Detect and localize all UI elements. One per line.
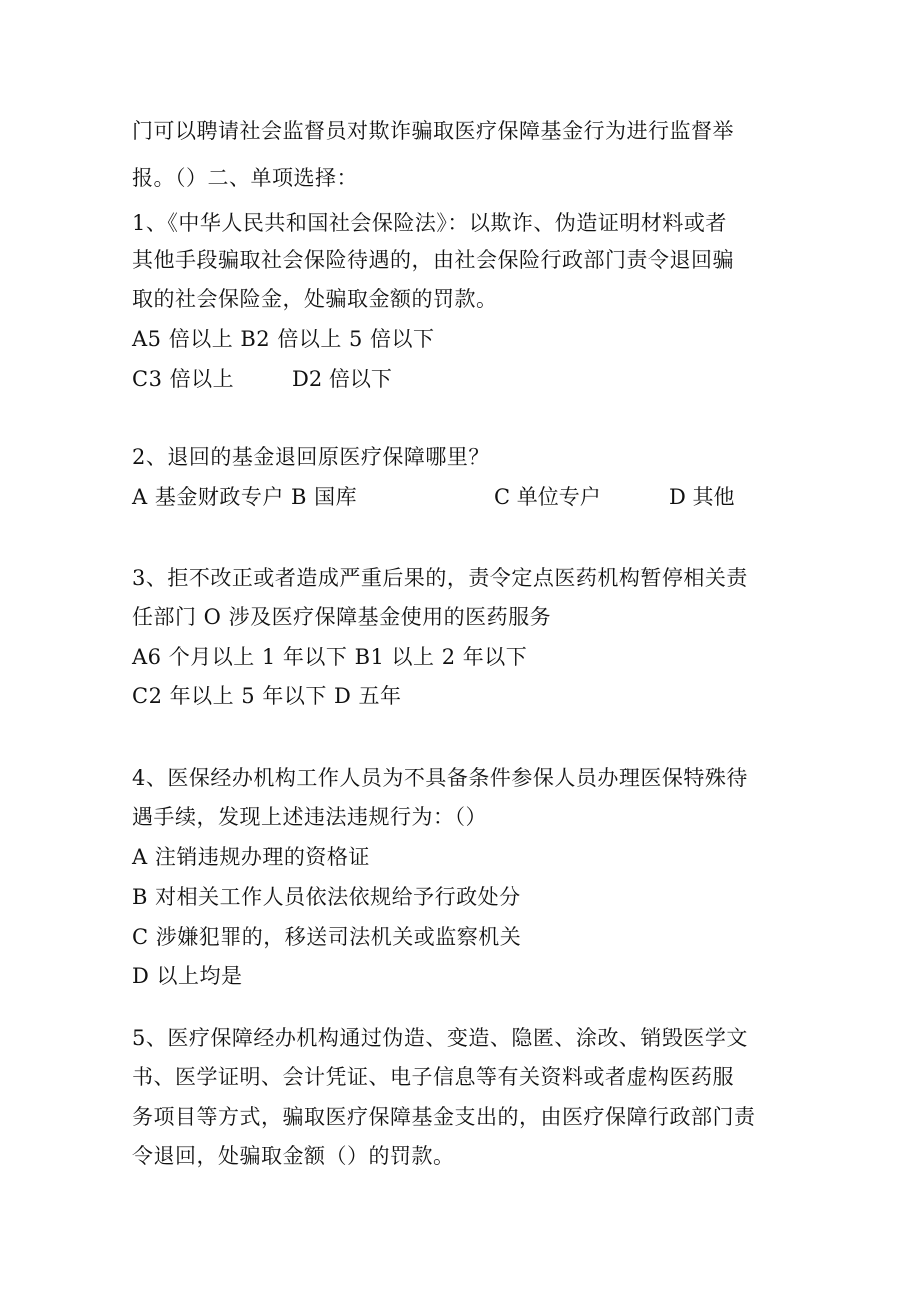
q1-option-ab: A5 倍以上 B2 倍以上 5 倍以下 [132,327,435,351]
q1-option-d: D2 倍以下 [292,367,392,391]
q4-line-1: 4、医保经办机构工作人员为不具备条件参保人员办理医保特殊待 [132,766,748,790]
q5-line-2: 书、医学证明、会计凭证、电子信息等有关资料或者虚构医药服 [132,1065,734,1089]
q4-option-b: B 对相关工作人员依法依规给予行政处分 [132,885,521,909]
q4-option-d: D 以上均是 [132,964,243,988]
q3-option-cd: C2 年以上 5 年以下 D 五年 [132,684,402,708]
q5-line-1: 5、医疗保障经办机构通过伪造、变造、隐匿、涂改、销毁医学文 [132,1026,748,1050]
q3-line-2: 任部门 O 涉及医疗保障基金使用的医药服务 [132,605,552,629]
q2-line-1: 2、退回的基金退回原医疗保障哪里？ [132,445,490,469]
q3-option-ab: A6 个月以上 1 年以下 B1 以上 2 年以下 [132,645,528,669]
q2-option-c: C 单位专户 [494,485,601,509]
q4-line-2: 遇手续，发现上述违法违规行为：（） [132,805,487,829]
q4-option-a: A 注销违规办理的资格证 [132,845,370,869]
q5-line-3: 务项目等方式，骗取医疗保障基金支出的，由医疗保障行政部门责 [132,1105,756,1129]
q1-line-1: 1、《中华人民共和国社会保险法》：以欺诈、伪造证明材料或者 [132,211,727,235]
q3-line-1: 3、拒不改正或者造成严重后果的，责令定点医药机构暂停相关责 [132,566,748,590]
q2-option-ab: A 基金财政专户 B 国库 [132,485,358,509]
q1-option-c: C3 倍以上 [132,367,235,391]
q4-option-c: C 涉嫌犯罪的，移送司法机关或监察机关 [132,925,522,949]
intro-line-2: 报。（）二、单项选择： [132,166,358,190]
intro-line-1: 门可以聘请社会监督员对欺诈骗取医疗保障基金行为进行监督举 [132,119,734,143]
q2-option-d: D 其他 [669,485,735,509]
q1-line-3: 取的社会保险金，处骗取金额的罚款。 [132,287,498,311]
q1-line-2: 其他手段骗取社会保险待遇的，由社会保险行政部门责令退回骗 [132,248,734,272]
q5-line-4: 令退回，处骗取金额（）的罚款。 [132,1144,455,1168]
